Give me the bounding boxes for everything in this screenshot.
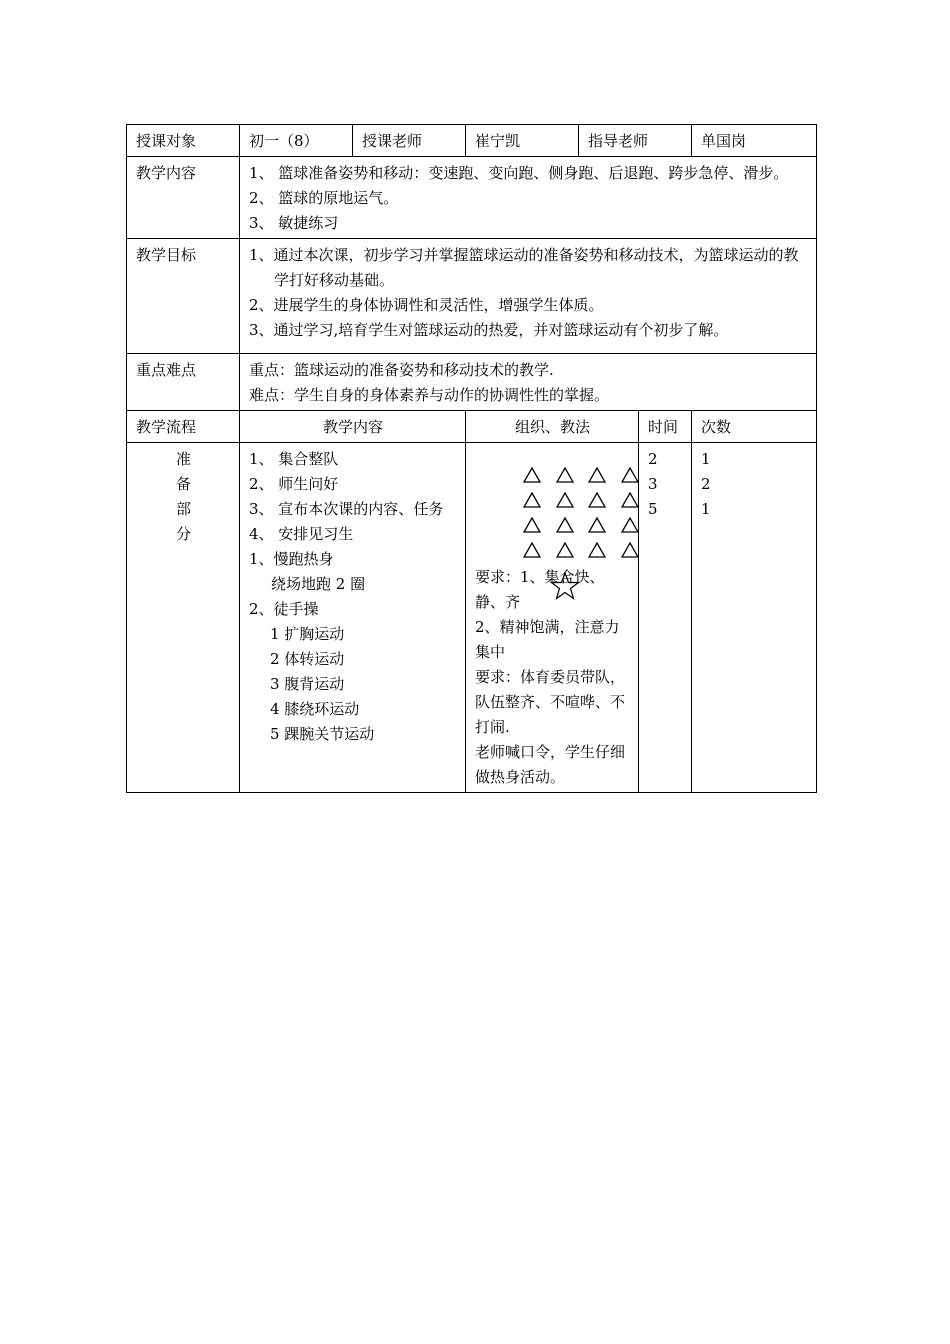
teacher-star-icon (550, 571, 580, 601)
key-points-row (127, 354, 817, 411)
target-value: 初一（8） (240, 125, 353, 157)
student-triangle-icon (621, 467, 639, 483)
prep-content-line: 2、 师生问好 (249, 475, 339, 493)
goals-label: 教学目标 (127, 239, 240, 354)
key-points-label: 重点难点 (127, 354, 240, 411)
difficulty-point: 难点：学生自身的身体素养与动作的协调性性的掌握。 (249, 386, 610, 404)
student-triangle-icon (588, 467, 606, 483)
goal-item: 3、通过学习,培育学生对篮球运动的热爱，并对篮球运动有个初步了解。 (249, 321, 729, 339)
student-triangle-icon (621, 542, 639, 558)
info-row (127, 125, 817, 157)
prep-content-line: 3 腹背运动 (270, 675, 345, 693)
student-triangle-icon (523, 467, 541, 483)
lesson-plan-table (126, 124, 817, 793)
count-value: 1 (701, 500, 711, 518)
flow-header-row (127, 411, 817, 443)
stage-char: 部 (175, 500, 191, 518)
formation-row (523, 467, 639, 483)
teacher-value: 崔宁凯 (466, 125, 579, 157)
student-triangle-icon (621, 517, 639, 533)
student-triangle-icon (523, 492, 541, 508)
formation-row (523, 492, 639, 508)
flow-content-header: 教学内容 (240, 411, 466, 443)
prep-content-line: 4 膝绕环运动 (270, 700, 360, 718)
prep-content-line: 2、徒手操 (249, 600, 319, 618)
stage-char: 准 (175, 450, 191, 468)
target-label: 授课对象 (127, 125, 240, 157)
student-formation (475, 447, 630, 565)
content-items (240, 157, 817, 239)
prep-content-line: 5 踝腕关节运动 (270, 725, 375, 743)
content-item: 1、 篮球准备姿势和移动：变速跑、变向跑、侧身跑、后退跑、跨步急停、滑步。 (249, 164, 789, 182)
student-triangle-icon (523, 517, 541, 533)
org-line: 要求：体育委员带队，队伍整齐、不喧哗、不打闹. (475, 668, 626, 736)
prep-content-line: 1 扩胸运动 (270, 625, 345, 643)
student-triangle-icon (523, 542, 541, 558)
prep-content-line: 4、 安排见习生 (249, 525, 354, 543)
lesson-plan-sheet (126, 124, 816, 793)
prep-content-line: 1、 集合整队 (249, 450, 339, 468)
stage-char: 分 (175, 525, 191, 543)
prep-times (639, 443, 692, 793)
student-triangle-icon (556, 492, 574, 508)
org-line: 2、精神饱满，注意力集中 (475, 618, 620, 661)
flow-time-header: 时间 (639, 411, 692, 443)
prep-row (127, 443, 817, 793)
flow-organization-header: 组织、教法 (466, 411, 639, 443)
formation-row (523, 542, 639, 558)
student-triangle-icon (621, 492, 639, 508)
goal-item: 1、通过本次课，初步学习并掌握篮球运动的准备姿势和移动技术，为篮球运动的教学打好移动基础。 (249, 246, 799, 289)
prep-content-line: 2 体转运动 (270, 650, 345, 668)
teacher-label: 授课老师 (353, 125, 466, 157)
formation-row (523, 517, 639, 533)
guide-label: 指导老师 (579, 125, 692, 157)
stage-char: 备 (175, 475, 191, 493)
guide-value: 单国岗 (692, 125, 817, 157)
student-triangle-icon (588, 492, 606, 508)
prep-organization (466, 443, 639, 793)
student-triangle-icon (556, 542, 574, 558)
content-row (127, 157, 817, 239)
content-label: 教学内容 (127, 157, 240, 239)
student-triangle-icon (556, 517, 574, 533)
prep-content-line: 1、慢跑热身 (249, 550, 334, 568)
goals-items (240, 239, 817, 354)
content-item: 2、 篮球的原地运气。 (249, 189, 399, 207)
org-line: 老师喊口令，学生仔细做热身活动。 (475, 743, 626, 786)
flow-process-header: 教学流程 (127, 411, 240, 443)
org-line: 要求：1、集合快、静、齐 (475, 568, 605, 611)
student-triangle-icon (556, 467, 574, 483)
time-value: 2 (648, 450, 658, 468)
time-value: 3 (648, 475, 658, 493)
content-item: 3、 敏捷练习 (249, 214, 339, 232)
student-triangle-icon (588, 517, 606, 533)
goal-item: 2、进展学生的身体协调性和灵活性，增强学生体质。 (249, 296, 604, 314)
key-points-text (240, 354, 817, 411)
prep-stage (127, 443, 240, 793)
count-value: 1 (701, 450, 711, 468)
time-value: 5 (648, 500, 658, 518)
prep-counts (692, 443, 817, 793)
prep-content (240, 443, 466, 793)
key-point: 重点：篮球运动的准备姿势和移动技术的教学. (249, 361, 554, 379)
prep-content-line: 3、 宣布本次课的内容、任务 (249, 500, 444, 518)
goals-row (127, 239, 817, 354)
flow-count-header: 次数 (692, 411, 817, 443)
prep-content-line: 绕场地跑 2 圈 (271, 575, 366, 593)
count-value: 2 (701, 475, 711, 493)
student-triangle-icon (588, 542, 606, 558)
